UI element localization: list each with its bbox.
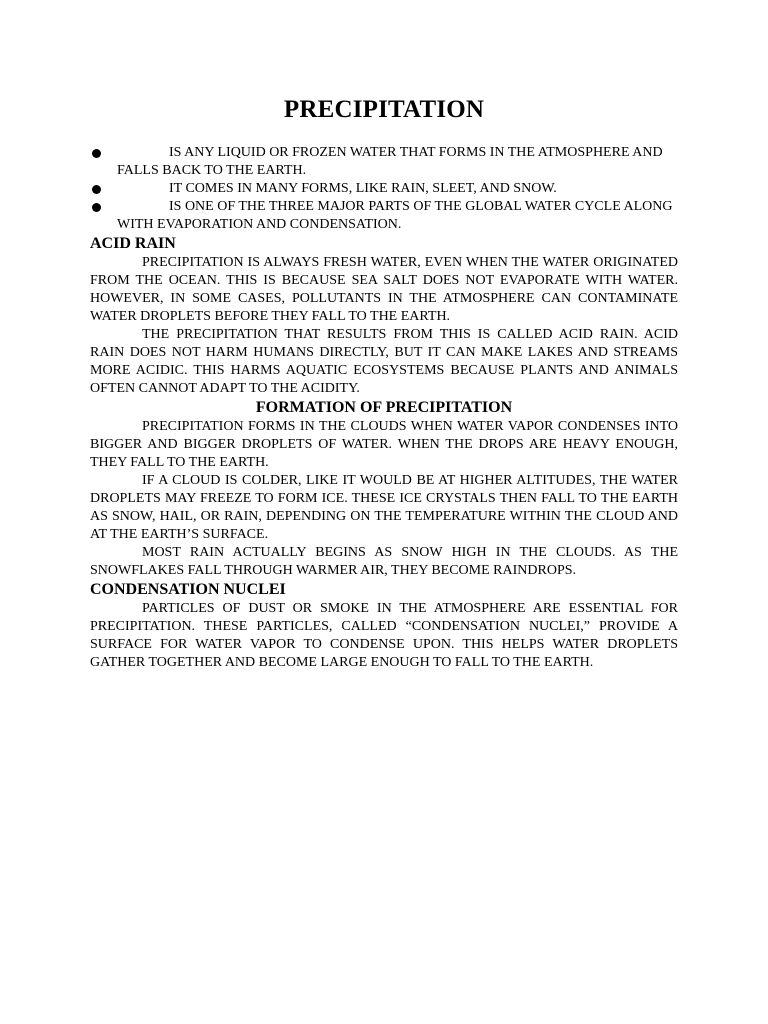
formation-heading: FORMATION OF PRECIPITATION [255,399,513,416]
bullet-text: IS ONE OF THE THREE MAJOR PARTS OF THE GLOBAL WATER CYCLE ALONG WITH EVAPORATION AND CONDENSATION. [117,199,673,232]
bullet-item [90,198,678,234]
definition-bullet-list [90,144,678,234]
condensation-heading: CONDENSATION NUCLEI [90,581,286,598]
bullet-item [90,180,678,198]
page-title: PRECIPITATION [283,96,485,123]
bullet-dot-icon [92,149,101,158]
acid-rain-paragraph: PRECIPITATION IS ALWAYS FRESH WATER, EVEN WHEN THE WATER ORIGINATED FROM THE OCEAN. THIS IS BECAUSE SEA SALT DOES NOT EVAPORATE WITH WATER. HOWEVER, IN SOME CASES, POLLUTANTS IN THE ATMOSPHERE CAN CONTAMINATE WATER DROPLETS BEFORE THEY FALL TO THE EARTH. [90,255,678,324]
bullet-text: IS ANY LIQUID OR FROZEN WATER THAT FORMS IN THE ATMOSPHERE AND FALLS BACK TO THE EARTH. [117,145,663,178]
acid-rain-paragraph: THE PRECIPITATION THAT RESULTS FROM THIS IS CALLED ACID RAIN. ACID RAIN DOES NOT HARM HUMANS DIRECTLY, BUT IT CAN MAKE LAKES AND STREAMS MORE ACIDIC. THIS HARMS AQUATIC ECOSYSTEMS BECAUSE PLANTS AND ANIMALS OFTEN CANNOT ADAPT TO THE ACIDITY. [90,327,678,396]
formation-paragraph: MOST RAIN ACTUALLY BEGINS AS SNOW HIGH IN THE CLOUDS. AS THE SNOWFLAKES FALL THROUGH WARMER AIR, THEY BECOME RAINDROPS. [90,545,678,578]
condensation-paragraph: PARTICLES OF DUST OR SMOKE IN THE ATMOSPHERE ARE ESSENTIAL FOR PRECIPITATION. THESE PARTICLES, CALLED “CONDENSATION NUCLEI,” PROVIDE A SURFACE FOR WATER VAPOR TO CONDENSE UPON. THIS HELPS WATER DROPLETS GATHER TOGETHER AND BECOME LARGE ENOUGH TO FALL TO THE EARTH. [90,601,678,670]
formation-paragraph: IF A CLOUD IS COLDER, LIKE IT WOULD BE AT HIGHER ALTITUDES, THE WATER DROPLETS MAY FREEZE TO FORM ICE. THESE ICE CRYSTALS THEN FALL TO THE EARTH AS SNOW, HAIL, OR RAIN, DEPENDING ON THE TEMPERATURE WITHIN THE CLOUD AND AT THE EARTH’S SURFACE. [90,473,678,542]
bullet-dot-icon [92,203,101,212]
condensation-section [90,580,678,672]
bullet-dot-icon [92,185,101,194]
bullet-item [90,144,678,180]
formation-paragraph: PRECIPITATION FORMS IN THE CLOUDS WHEN WATER VAPOR CONDENSES INTO BIGGER AND BIGGER DROPLETS OF WATER. WHEN THE DROPS ARE HEAVY ENOUGH, THEY FALL TO THE EARTH. [90,419,678,470]
acid-rain-heading: ACID RAIN [90,235,176,252]
acid-rain-section [90,234,678,398]
formation-section [90,398,678,580]
bullet-text: IT COMES IN MANY FORMS, LIKE RAIN, SLEET, AND SNOW. [169,181,557,196]
